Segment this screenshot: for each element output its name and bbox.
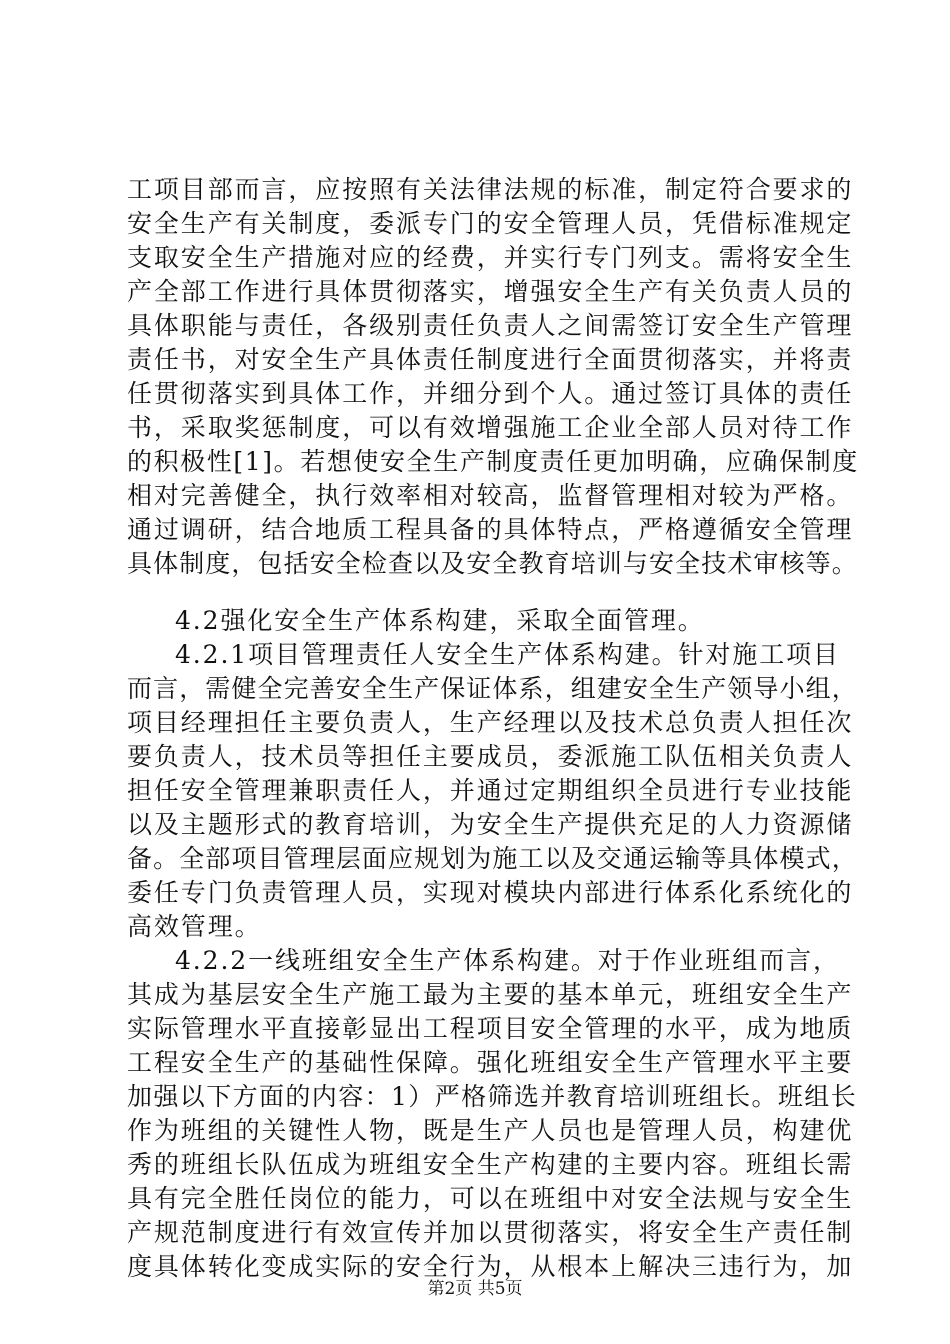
text-line: 工程安全生产的基础性保障。强化班组安全生产管理水平主要 [127, 1048, 854, 1077]
text-line: 通过调研，结合地质工程具备的具体特点，严格遵循安全管理 [127, 515, 854, 544]
text-line: 备。全部项目管理层面应规划为施工以及交通运输等具体模式， [127, 844, 858, 873]
text-line: 4.2.1项目管理责任人安全生产体系构建。针对施工项目 [175, 640, 840, 669]
text-line: 秀的班组长队伍成为班组安全生产构建的主要内容。班组长需 [127, 1150, 854, 1179]
text-line: 安全生产有关制度，委派专门的安全管理人员，凭借标准规定 [127, 209, 854, 238]
text-line: 而言，需健全完善安全生产保证体系，组建安全生产领导小组， [127, 674, 858, 703]
text-line: 产规范制度进行有效宣传并加以贯彻落实，将安全生产责任制 [127, 1218, 854, 1247]
text-line: 工项目部而言，应按照有关法律法规的标准，制定符合要求的 [127, 175, 854, 204]
text-line: 高效管理。 [127, 912, 262, 941]
text-line: 加强以下方面的内容：1）严格筛选并教育培训班组长。班组长 [127, 1082, 858, 1111]
text-line: 度具体转化变成实际的安全行为，从根本上解决三违行为，加 [127, 1252, 854, 1281]
text-line: 支取安全生产措施对应的经费，并实行专门列支。需将安全生 [127, 243, 854, 272]
text-line: 书，采取奖惩制度，可以有效增强施工企业全部人员对待工作 [127, 413, 854, 442]
text-line: 4.2.2一线班组安全生产体系构建。对于作业班组而言， [175, 946, 840, 975]
section-heading: 4.2强化安全生产体系构建，采取全面管理。 [175, 606, 705, 635]
text-line: 作为班组的关键性人物，既是生产人员也是管理人员，构建优 [127, 1116, 854, 1145]
page-number-footer: 第2页 共5页 [427, 1279, 523, 1299]
text-line: 以及主题形式的教育培训，为安全生产提供充足的人力资源储 [127, 810, 854, 839]
text-line: 产全部工作进行具体贯彻落实，增强安全生产有关负责人员的 [127, 277, 854, 306]
text-line: 要负责人，技术员等担任主要成员，委派施工队伍相关负责人 [127, 742, 854, 771]
text-line: 项目经理担任主要负责人，生产经理以及技术总负责人担任次 [127, 708, 854, 737]
text-line: 担任安全管理兼职责任人，并通过定期组织全员进行专业技能 [127, 776, 854, 805]
text-line: 具体制度，包括安全检查以及安全教育培训与安全技术审核等。 [127, 549, 858, 578]
text-line: 其成为基层安全生产施工最为主要的基本单元，班组安全生产 [127, 980, 854, 1009]
text-line: 具有完全胜任岗位的能力，可以在班组中对安全法规与安全生 [127, 1184, 854, 1213]
text-line: 相对完善健全，执行效率相对较高，监督管理相对较为严格。 [127, 481, 854, 510]
text-line: 的积极性[1]。若想使安全生产制度责任更加明确，应确保制度 [127, 447, 859, 476]
text-line: 实际管理水平直接彰显出工程项目安全管理的水平，成为地质 [127, 1014, 854, 1043]
text-line: 责任书，对安全生产具体责任制度进行全面贯彻落实，并将责 [127, 345, 854, 374]
text-line: 委任专门负责管理人员，实现对模块内部进行体系化系统化的 [127, 878, 854, 907]
text-line: 具体职能与责任，各级别责任负责人之间需签订安全生产管理 [127, 311, 854, 340]
text-line: 任贯彻落实到具体工作，并细分到个人。通过签订具体的责任 [127, 379, 854, 408]
